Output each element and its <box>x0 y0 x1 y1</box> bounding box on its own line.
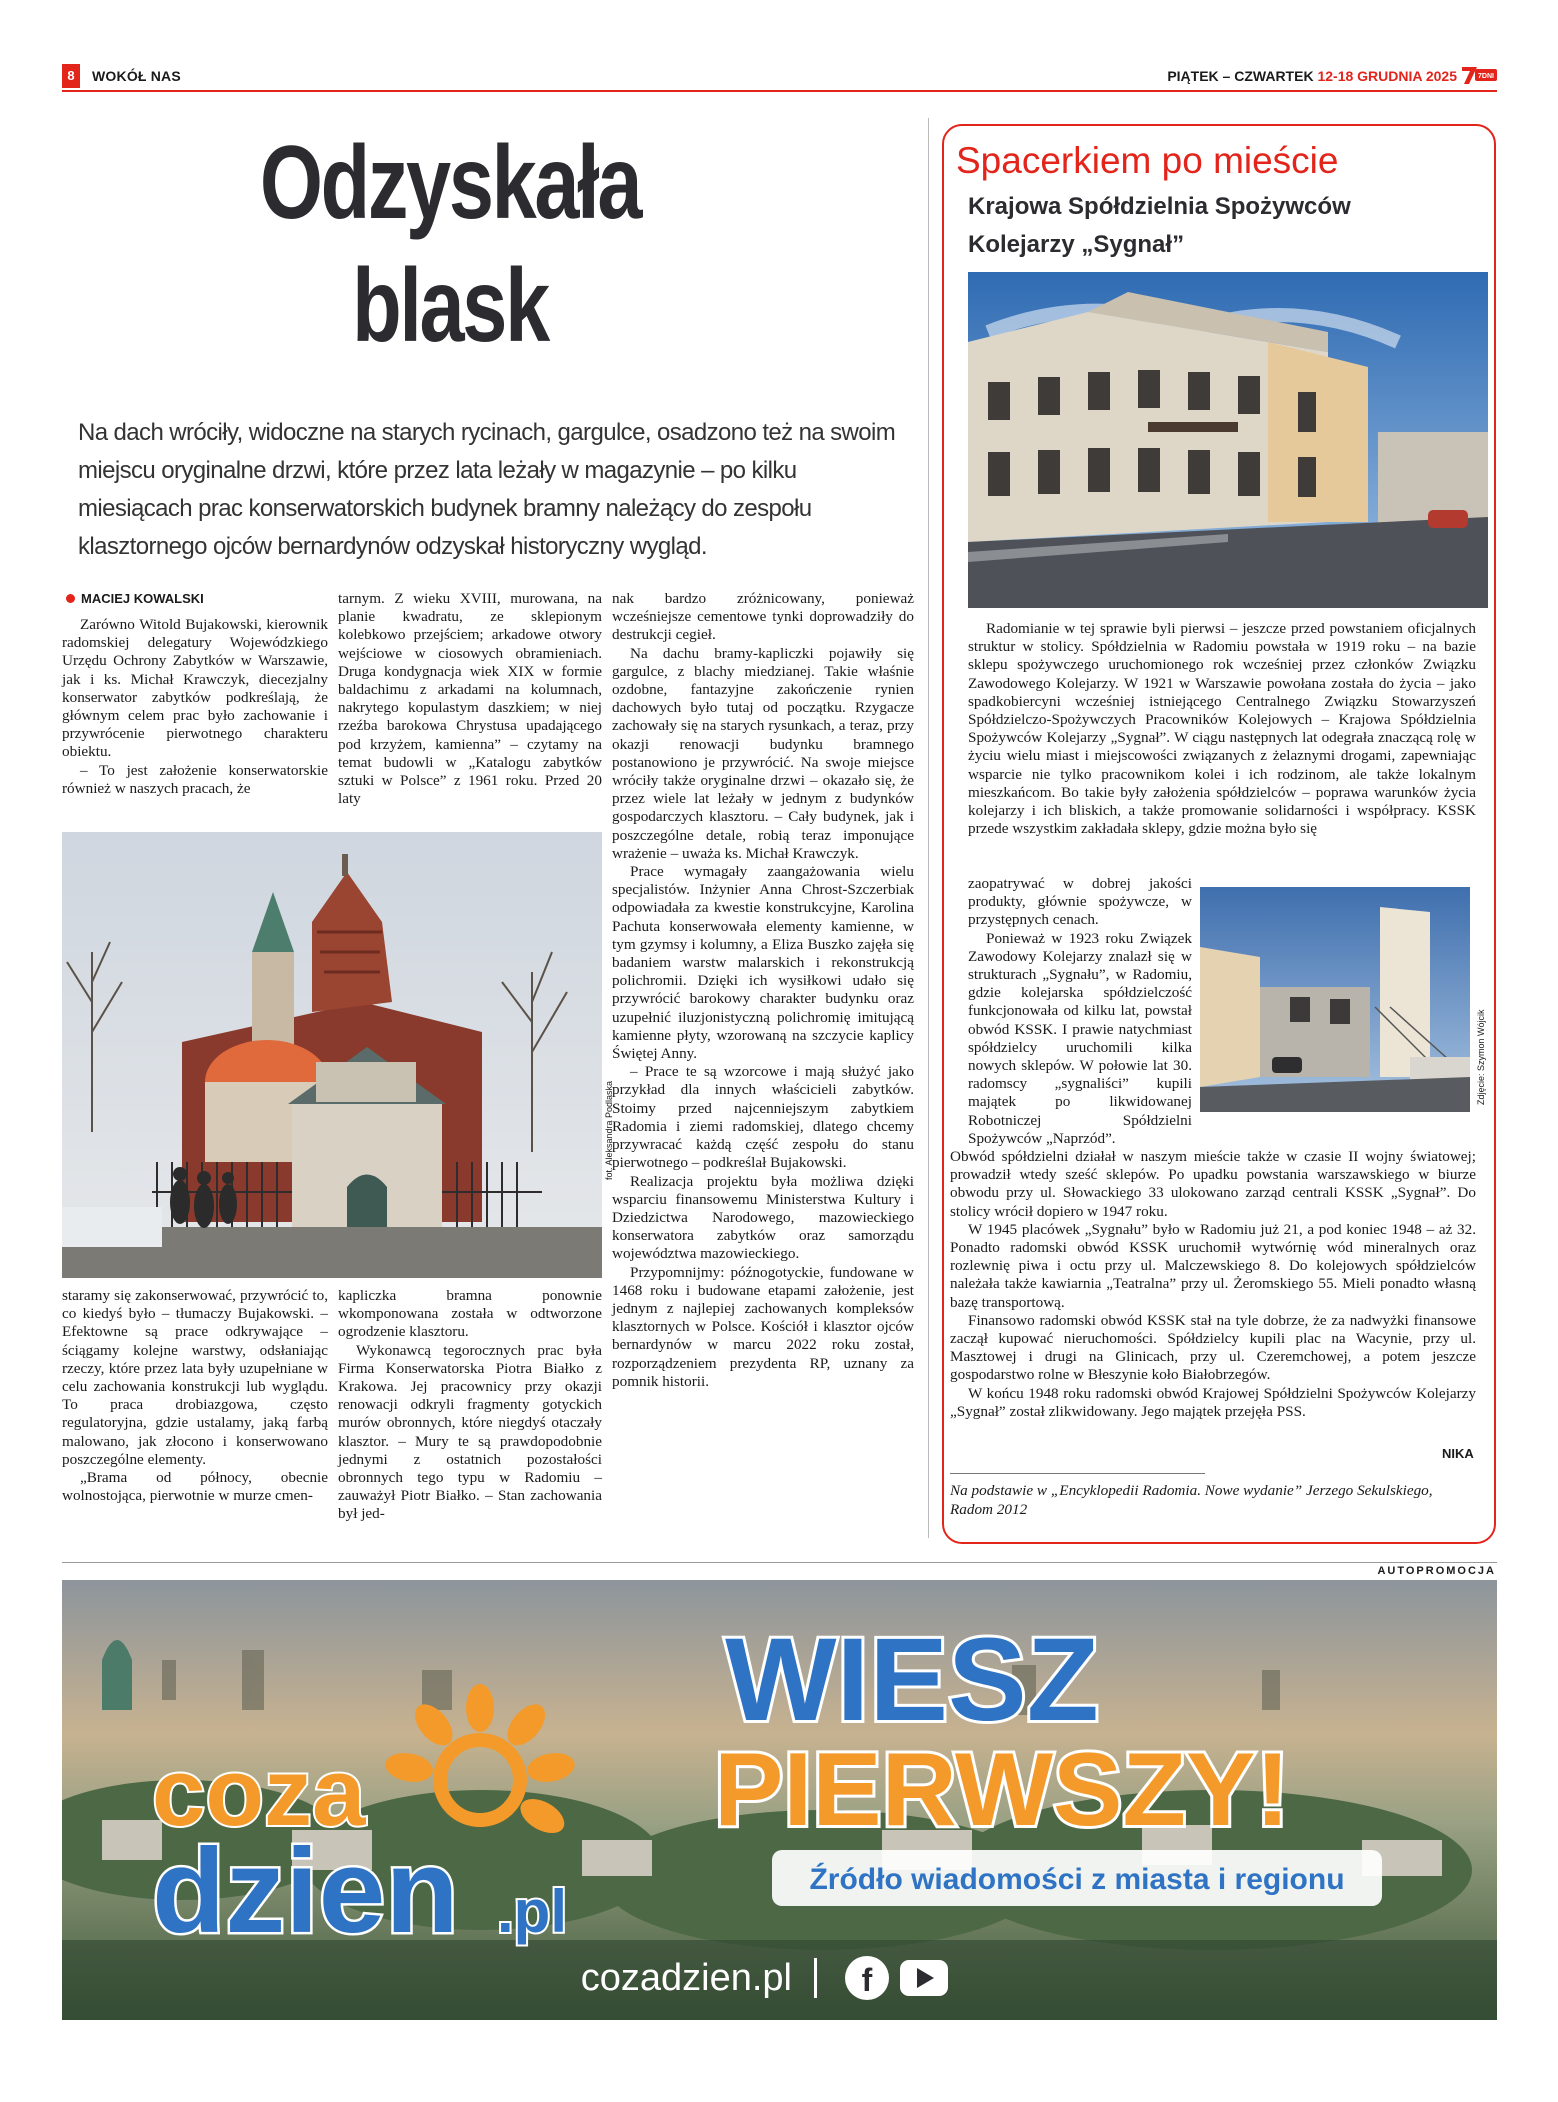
logo-text: 7DNI <box>1478 73 1494 80</box>
sidebar-signature: NIKA <box>1442 1446 1474 1461</box>
paragraph: Realizacja projektu była możliwa dzięki wsparciu finansowemu Ministerstwa Kultury i Dziedzictwa Narodowego, mazowieckiego konserwatora zabytków oraz samorządu województwa mazowieckiego. <box>612 1172 914 1263</box>
page-header <box>62 64 1497 90</box>
facebook-icon[interactable] <box>845 1956 889 2000</box>
cozadzien-advert[interactable] <box>62 1580 1497 2020</box>
article-lead: Na dach wróciły, widoczne na starych rycinach, gargulce, osadzono też na swoim miejscu oryginalne drzwi, które przez lata leżały w magazynie – po kilku miesiącach prac konserwatorskich budynek bramny należący do zespołu klasztornego ojców bernardynów odzyskał historyczny wygląd. <box>78 419 896 560</box>
sidebar-subtitle: Krajowa Spółdzielnia Spożywców Kolejarzy „Sygnał” <box>968 193 1351 259</box>
paragraph: Na dachu bramy-kapliczki pojawiły się gargulce, z blachy miedzianej. Takie właśnie ozdobne, fantazyjne zakończenie rynien dachowych było tutaj od początku. Rzygacze zachowały się na starych rysunkach, a teraz, przy okazji renowacji budynku bramnego postanowiono je przywrócić. Na swoje miejsce wróciły także oryginalne drzwi – okazało się, że przez wiele lat leżały w jednym z budynków gospodarczych klasztoru. – Cały budynek, jak i poszczególne detale, robią teraz imponujące wrażenie – uważa ks. Michał Krawczyk. <box>612 644 914 862</box>
photo-credit: fot. Aleksandra Podlaska <box>604 1080 614 1180</box>
article-column-1-top <box>62 616 328 798</box>
byline <box>66 591 204 606</box>
issue-date <box>1167 68 1457 84</box>
ad-tagline: Źródło wiadomości z miasta i regionu <box>809 1863 1345 1896</box>
source-rule <box>950 1473 1205 1474</box>
article-column-1-bottom <box>62 1287 328 1505</box>
date-range: 12-18 GRUDNIA 2025 <box>1317 68 1457 84</box>
paragraph: kapliczka bramna ponownie wkomponowana została w odtworzone ogrodzenie klasztoru. <box>338 1287 602 1341</box>
headline-line-1: Odzyskała <box>259 125 641 241</box>
brand-tld: .pl <box>497 1878 567 1945</box>
paragraph: tarnym. Z wieku XVIII, murowana, na planie kwadratu, ze sklepionym kolebkowo przejściem; arkadowe otwory wejściowe w ciosowych obramieniach. Druga kondygnacja wiek XIX w formie baldachimu z arkadami na kolumnach, nakrytego kopulastym daszkiem; w niej rzeźba barokowa Chrystusa upadającego pod krzyżem, kamienna” – czytamy na temat budowli w „Katalogu zabytków sztuki w Polsce” z 1961 roku. Przed 20 laty <box>338 590 602 808</box>
article-column-2-bottom <box>338 1287 602 1524</box>
paragraph: – To jest założenie konserwatorskie również w naszych pracach, że <box>62 761 328 797</box>
brand-coza: coza <box>152 1739 366 1846</box>
sidebar-text-1 <box>968 620 1476 838</box>
sidebar-text-narrow <box>968 875 1192 1148</box>
sidebar-source: Na podstawie w „Encyklopedii Radomia. Nowe wydanie” Jerzego Sekulskiego, Radom 2012 <box>950 1482 1433 1518</box>
paragraph: „Brama od północy, obecnie wolnostojąca, pierwotnie w murze cmen- <box>62 1469 328 1505</box>
sidebar-photo-credit: Zdjęcie: Szymon Wójcik <box>1476 1009 1486 1105</box>
header-rule <box>62 90 1497 92</box>
ad-rule <box>62 1562 1497 1563</box>
paragraph: staramy się zakonserwować, przywrócić to, co kiedyś było – tłumaczy Bujakowski. – Efektowne są prace odkrywające – ściągamy kolejne warstwy, odsłaniając rzeczy, które przez lata były uzupełniane w celu zachowania konstrukcji lub wyglądu. To praca drobiazgowa, często regulatoryjna, gdzie ustalamy, jaką farbą malowano, jak złocono i konserwowano poszczególne elementy. <box>62 1287 328 1468</box>
paragraph: Przypomnijmy: późnogotyckie, fundowane w 1468 roku i budowane etapami założenie, jest jednym z najlepiej zachowanych kompleksów klasztornych w Polsce. Kościół i klasztor ojców bernardynów w marcu 2022 roku został, rozporządzeniem prezydenta RP, uznany za pomnik historii. <box>612 1263 914 1390</box>
svg-text:f: f <box>861 1962 873 1998</box>
paragraph: Zarówno Witold Bujakowski, kierownik radomskiej delegatury Wojewódzkiego Urzędu Ochrony Zabytków w Warszawie, jak i ks. Michał Krawczyk, diecezjalny konserwator zabytków podkreślają, że głównym celem prac było zachowanie i przywrócenie pierwotnego charakteru obiektu. <box>62 616 328 761</box>
author-name: MACIEJ KOWALSKI <box>81 591 204 606</box>
building-photo <box>968 272 1488 608</box>
paragraph: Wykonawcą tegorocznych prac była Firma Konserwatorska Piotra Białko z Krakowa. Jej pracownicy przy okazji renowacji odkryli fragmenty gotyckich murów obronnych, które niegdyś otaczały klasztor. – Mury te są prawdopodobnie jednymi z ostatnich pozostałości obronnych tego typu w Radomiu – zauważył Piotr Białko. – Stan zachowania był jed- <box>338 1341 602 1523</box>
paragraph: zaopatrywać w dobrej jakości produkty, głównie spożywcze, w przystępnych cenach. <box>968 875 1192 929</box>
byline-dot <box>66 594 75 603</box>
paragraph: – Prace te są wzorcowe i mają służyć jako przykład dla innych właścicieli zabytków. Stoimy przed najcenniejszym zabytkiem Radomia i ziemi radomskiej, dlatego chcemy przywracać każdą część zespołu do stanu pierwotnego – podkreślał Bujakowski. <box>612 1063 914 1172</box>
church-gate-photo <box>62 832 602 1278</box>
article-column-2-top <box>338 590 602 808</box>
courtyard-photo <box>1200 887 1470 1112</box>
ad-headline-2: PIERWSZY! <box>714 1732 1290 1848</box>
article-column-3 <box>612 590 914 1391</box>
paragraph: W końcu 1948 roku radomski obwód Krajowej Spółdzielni Spożywców Kolejarzy „Sygnał” został zlikwidowany. Jego majątek przejęła PSS. <box>950 1384 1476 1420</box>
paragraph: Obwód spółdzielni działał w naszym mieście także w czasie II wojny światowej; prowadził wtedy sześć sklepów. Po upadku powstania warszawskiego w biurze obwodu przy ul. Słowackiego 33 ulokowano zarząd centrali KSSK „Sygnał”. Do stolicy wrócił dopiero w 1947 roku. <box>950 1148 1476 1220</box>
date-prefix: PIĄTEK – CZWARTEK <box>1167 68 1318 84</box>
publication-logo <box>1461 65 1497 85</box>
ad-label: AUTOPROMOCJA <box>1377 1565 1496 1577</box>
ad-url: cozadzien.pl <box>580 1957 792 1999</box>
paragraph: Radomianie w tej sprawie byli pierwsi – jeszcze przed powstaniem oficjalnych struktur w stolicy. Spółdzielnia w Radomiu powstała w 1919 roku – na bazie sklepu spożywczego uruchomionego rok wcześniej przez członków Związku Zawodowego Kolejarzy. W 1921 w Warszawie powołana została do życia – jako spadkobiercyni wcześniej istniejącego Centralnego Związku Stowarzyszeń Spółdzielczo-Spożywczych Pracowników Kolejowych – Krajowa Spółdzielnia Spożywców Kolejarzy „Sygnał”. W ciągu następnych lat odegrała znaczącą rolę w życiu wielu miast i miejscowości związanych z żelaznymi drogami, zapewniając wsparcie nie tylko pracownikom kolei i ich rodzinom, ale także lokalnym mieszkańcom. Bo takie były założenia spółdzielców – poprawa warunków życia kolejarzy i ich bliskich, a także promowanie solidarności i współpracy. KSSK przede wszystkim zakładała sklepy, gdzie można było się <box>968 620 1476 838</box>
sidebar-title: Spacerkiem po mieście <box>956 140 1339 181</box>
sidebar-text-2 <box>950 1148 1476 1421</box>
paragraph: Prace wymagały zaangażowania wielu specjalistów. Inżynier Anna Chrost-Szczerbiak odpowiadała za kwestie konstrukcyjne, Karolina Pachuta konserwowała elementy kamienne, w tym gzymsy i kolumny, a Eliza Buszko zajęła się badaniem warstw malarskich i rekonstrukcją polichromii. Dzięki ich wysiłkowi udało się przywrócić barokowy charakter budynku oraz uzupełnić iluzjonistyczną polichromię imitującą kamienne płyty, wzorowaną na szczycie kaplicy Świętej Anny. <box>612 863 914 1063</box>
brand-dzien: dzien <box>152 1824 459 1958</box>
youtube-icon[interactable] <box>900 1960 948 1996</box>
paragraph: Ponieważ w 1923 roku Związek Zawodowy Kolejarzy znalazł się w strukturach „Sygnału”, w Radomiu, gdzie kolejarska spółdzielczość funkcjonowała od kilku lat, powstał obwód KSSK. I prawie natychmiast spółdzielcy uruchomili kilka nowych sklepów. W połowie lat 30. radomscy „sygnaliści” kupili majątek po likwidowanej Robotniczej Spółdzielni Spożywców „Naprzód”. <box>968 929 1192 1147</box>
ad-headline-1: WIESZ <box>725 1614 1099 1746</box>
column-separator <box>928 118 929 1538</box>
headline <box>216 122 684 367</box>
section-name: WOKÓŁ NAS <box>92 68 181 84</box>
paragraph: W 1945 placówek „Sygnału” było w Radomiu już 21, a pod koniec 1948 – aż 32. Ponadto radomski obwód KSSK uruchomił wytwórnię wód mineralnych oraz rozlewnię piwa i octu przy ul. Malczewskiego 8. Do kolejowych spółdzielców należała także kawiarnia „Teatralna” przy ul. Żeromskiego 55. Mieli ponadto własną bazę transportową. <box>950 1220 1476 1311</box>
page-number: 8 <box>62 64 80 88</box>
headline-line-2: blask <box>352 247 548 364</box>
paragraph: nak bardzo zróżnicowany, ponieważ wcześniejsze cementowe tynki doprowadziły do destrukcji cegieł. <box>612 590 914 644</box>
paragraph: Finansowo radomski obwód KSSK stał na tyle dobrze, że za nadwyżki finansowe zaczął kupować nieruchomości. Spółdzielcy kupili plac na Wacynie, przy ul. Masztowej i drugi na Glinicach, przy ul. Czeremchowej, a potem jeszcze gospodarstwo rolne w Błeszynie koło Białobrzegów. <box>950 1311 1476 1384</box>
